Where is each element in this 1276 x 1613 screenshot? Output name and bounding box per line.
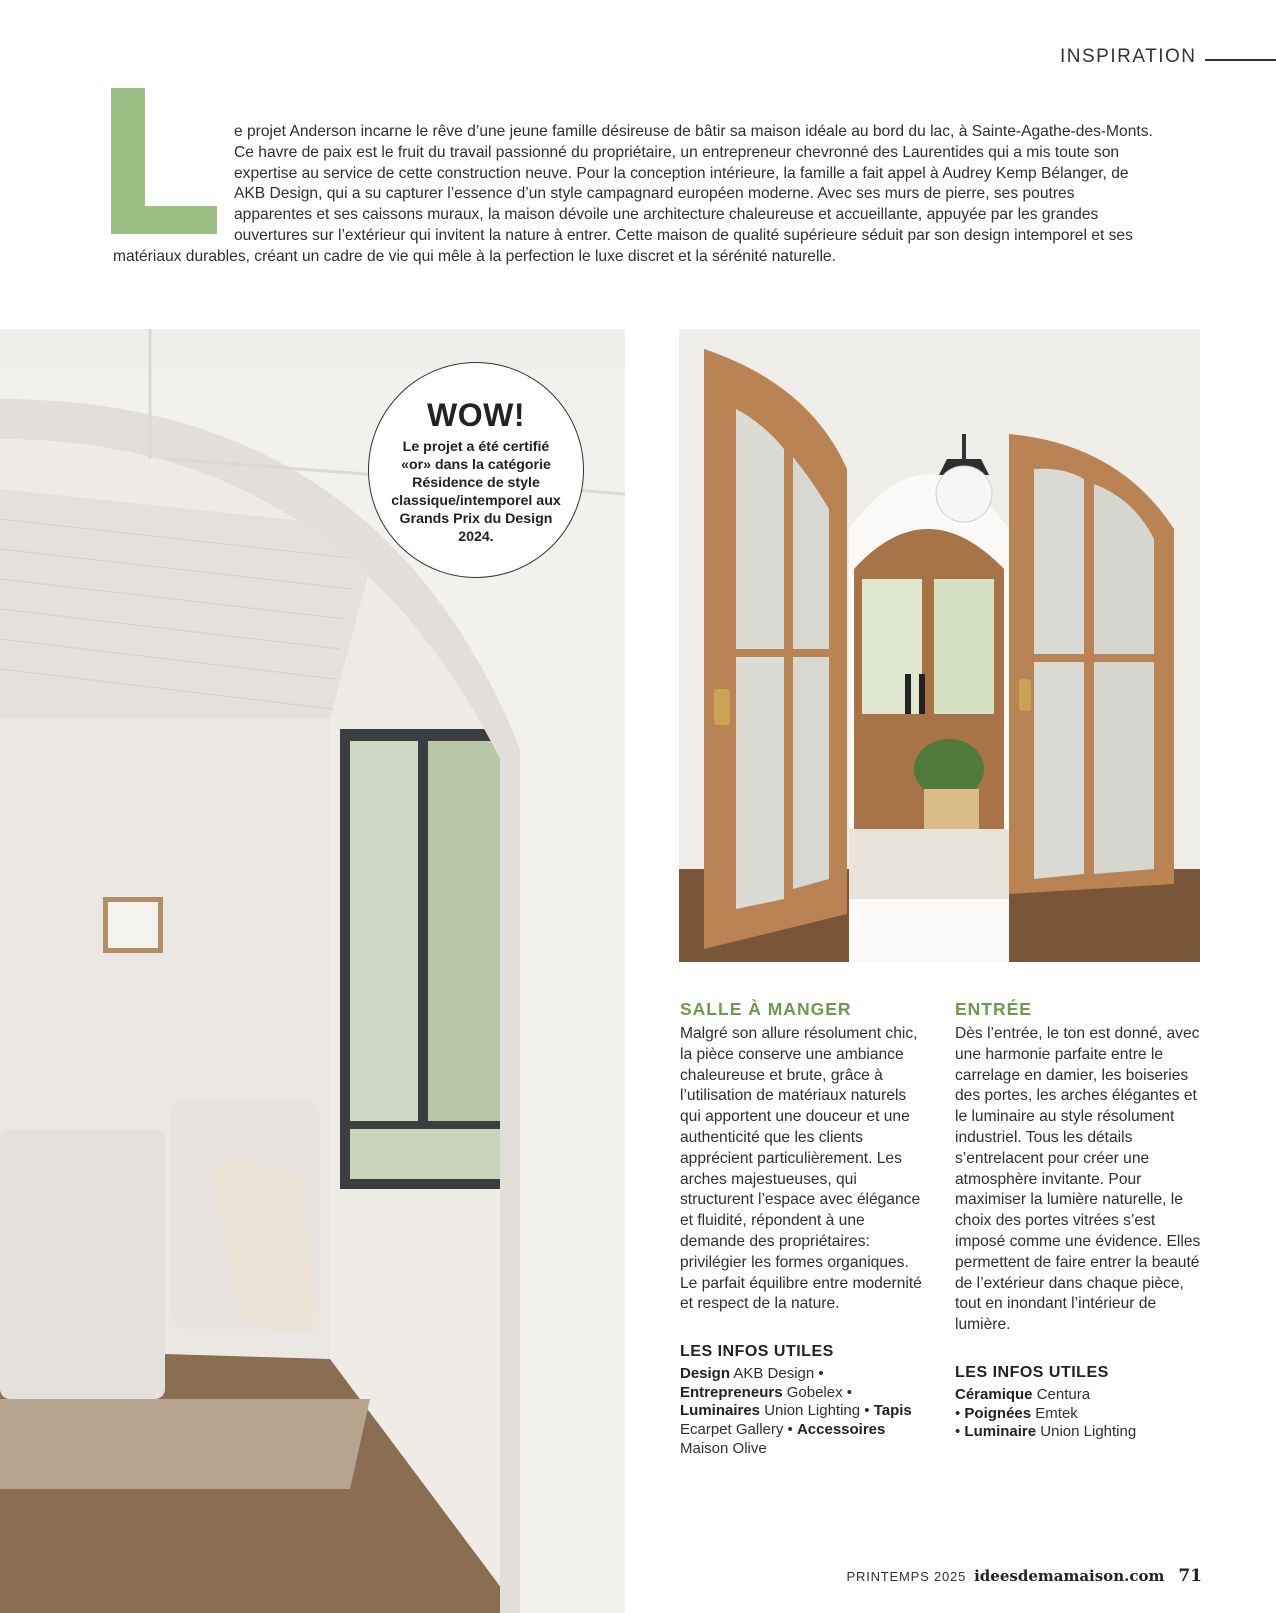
intro-text: e projet Anderson incarne le rêve d’une jeune famille désireuse de bâtir sa maison idéale au bord du lac, à Sainte-Agathe-des-Monts. Ce havre de paix est le fruit du travail passionné du propriétaire, un entrepreneur chevronné des Laurentides qui a mis toute son expertise au service de cette construction neuve. Pour la conception intérieure, la famille a fait appel à Audrey Kemp Bélanger, de AKB Design, qui a su capturer l’essence d’un style campagnard européen moderne. Avec ses murs de pierre, ses poutres apparentes et ses caissons muraux, la maison dévoile une architecture chaleureuse et accueillante, appuyée par les grandes ouvertures sur l’extérieur qui invitent la nature à entrer. Cette maison de qualité supérieure séduit par son design intemporel et ses matériaux durables, créant un cadre de vie qui mêle à la perfection le luxe discret et la sérénité naturelle.: [113, 123, 1153, 265]
info-label: Tapis: [873, 1402, 912, 1420]
info-list: Design AKB Design • Entrepreneurs Gobelex • Luminaires Union Lighting • Tapis Ecarpet Gallery • Accessoires Maison Olive: [680, 1365, 912, 1457]
info-value: Gobelex: [786, 1383, 843, 1401]
info-heading: LES INFOS UTILES: [680, 1343, 834, 1361]
badge-text: Le projet a été certifié «or» dans la catégorie Résidence de style classique/intemporel aux Grands Prix du Design 2024.: [391, 439, 561, 545]
info-label: Entrepreneurs: [680, 1383, 783, 1401]
info-value: Union Lighting: [764, 1402, 861, 1420]
info-label: Poignées: [964, 1404, 1032, 1422]
info-label: Accessoires: [796, 1420, 886, 1438]
entrance-photo: [679, 329, 1200, 962]
award-badge: [368, 362, 584, 578]
column-entree: [955, 999, 1205, 1442]
info-value: AKB Design: [733, 1365, 815, 1383]
info-value: Emtek: [1035, 1404, 1078, 1422]
info-label: Design: [680, 1365, 731, 1383]
info-value: Maison Olive: [680, 1439, 767, 1457]
footer-season: PRINTEMPS 2025: [846, 1569, 967, 1584]
section-rule: [1205, 59, 1276, 61]
section-label: INSPIRATION: [1060, 46, 1197, 67]
column-body: Dès l’entrée, le ton est donné, avec une harmonie parfaite entre le carrelage en damier, les boiseries des portes, les arches élégantes et le luminaire au style résolument industriel. Tous les détails s’entrelacent pour créer une atmosphère invitante. Pour maximiser la lumière naturelle, le choix des portes vitrées s’est imposé comme une évidence. Elles permettent de faire entrer la beauté de l’extérieur dans chaque pièce, tout en inondant l’intérieur de lumière.: [955, 1025, 1201, 1334]
footer-site[interactable]: ideesdemamaison.com: [974, 1567, 1165, 1585]
info-label: Céramique: [955, 1385, 1033, 1403]
column-heading: SALLE À MANGER: [680, 999, 852, 1019]
column-heading: ENTRÉE: [955, 999, 1032, 1019]
column-body: Malgré son allure résolument chic, la pièce conserve une ambiance chaleureuse et brute, grâce à l’utilisation de matériaux naturels qui apportent une douceur et une authenticité que les clients apprécient particulièrement. Les arches majestueuses, qui structurent l’espace avec élégance et fluidité, répondent à une demande des propriétaires: privilégier les formes organiques. Le parfait équilibre entre modernité et respect de la nature.: [680, 1025, 922, 1313]
info-value: Ecarpet Gallery: [680, 1420, 784, 1438]
info-label: Luminaires: [680, 1402, 761, 1420]
column-salle-a-manger: [680, 999, 930, 1458]
intro-paragraph: [113, 122, 1153, 268]
info-heading: LES INFOS UTILES: [955, 1363, 1109, 1381]
page-footer: [847, 1566, 1202, 1586]
info-value: Centura: [1036, 1385, 1091, 1403]
info-value: Union Lighting: [1040, 1423, 1137, 1441]
badge-title: WOW!: [427, 397, 525, 433]
info-label: Luminaire: [964, 1423, 1037, 1441]
page-number: 71: [1178, 1566, 1202, 1586]
info-list: Céramique Centura • Poignées Emtek • Luminaire Union Lighting: [955, 1385, 1137, 1441]
